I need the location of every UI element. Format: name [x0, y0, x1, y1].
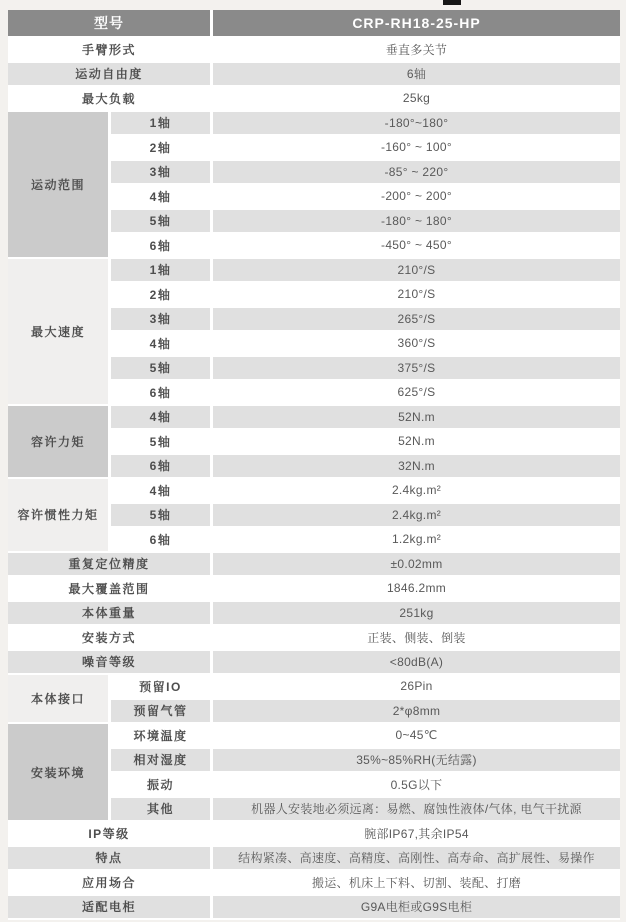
axis-cell: 6轴: [111, 528, 213, 553]
table-row: [8, 63, 620, 88]
robot-spec-table: [8, 10, 620, 920]
spec-value-cell: 2.4kg.m²: [213, 504, 620, 529]
spec-value-cell: -200° ~ 200°: [213, 185, 620, 210]
table-row: [8, 847, 620, 872]
axis-cell: 1轴: [111, 112, 213, 137]
spec-value-cell: -160° ~ 100°: [213, 136, 620, 161]
spec-value-cell: 1.2kg.m²: [213, 528, 620, 553]
spec-value-cell: 210°/S: [213, 259, 620, 284]
table-row: [8, 871, 620, 896]
spec-value-cell: 腕部IP67,其余IP54: [213, 822, 620, 847]
axis-cell: 6轴: [111, 381, 213, 406]
table-row: [8, 38, 620, 63]
axis-cell: 2轴: [111, 283, 213, 308]
spec-value-cell: 210°/S: [213, 283, 620, 308]
spec-value-cell: <80dB(A): [213, 651, 620, 676]
sub-label-cell: 预留IO: [111, 675, 213, 700]
group-label-cell: 容许惯性力矩: [8, 479, 111, 553]
table-row: [8, 724, 620, 749]
spec-label-cell: 适配电柜: [8, 896, 213, 921]
sub-label-cell: 预留气管: [111, 700, 213, 725]
spec-label-cell: IP等级: [8, 822, 213, 847]
axis-cell: 5轴: [111, 210, 213, 235]
spec-value-cell: -180° ~ 180°: [213, 210, 620, 235]
spec-value-cell: 垂直多关节: [213, 38, 620, 63]
model-label-cell: 型号: [8, 10, 213, 38]
group-label-cell: 容许力矩: [8, 406, 111, 480]
spec-value-cell: 结构紧凑、高速度、高精度、高刚性、高寿命、高扩展性、易操作: [213, 847, 620, 872]
group-label-cell: 运动范围: [8, 112, 111, 259]
spec-value-cell: 52N.m: [213, 430, 620, 455]
axis-cell: 5轴: [111, 430, 213, 455]
spec-value-cell: 35%~85%RH(无结露): [213, 749, 620, 774]
axis-cell: 5轴: [111, 504, 213, 529]
group-label-cell: 最大速度: [8, 259, 111, 406]
spec-value-cell: 251kg: [213, 602, 620, 627]
table-row: [8, 822, 620, 847]
table-header-row: [8, 10, 620, 38]
spec-value-cell: -450° ~ 450°: [213, 234, 620, 259]
spec-value-cell: 375°/S: [213, 357, 620, 382]
sub-label-cell: 环境温度: [111, 724, 213, 749]
axis-cell: 5轴: [111, 357, 213, 382]
spec-value-cell: 机器人安装地必须远离：易燃、腐蚀性液体/气体, 电气干扰源: [213, 798, 620, 823]
spec-value-cell: 搬运、机床上下料、切割、装配、打磨: [213, 871, 620, 896]
sub-label-cell: 其他: [111, 798, 213, 823]
axis-cell: 4轴: [111, 185, 213, 210]
table-row: [8, 602, 620, 627]
spec-value-cell: 360°/S: [213, 332, 620, 357]
sub-label-cell: 振动: [111, 773, 213, 798]
spec-value-cell: 32N.m: [213, 455, 620, 480]
spec-value-cell: 2*φ8mm: [213, 700, 620, 725]
table-row: [8, 406, 620, 431]
spec-label-cell: 最大覆盖范围: [8, 577, 213, 602]
table-row: [8, 553, 620, 578]
spec-value-cell: 25kg: [213, 87, 620, 112]
spec-label-cell: 运动自由度: [8, 63, 213, 88]
spec-label-cell: 噪音等级: [8, 651, 213, 676]
top-black-mark: [443, 0, 461, 5]
group-label-cell: 安装环境: [8, 724, 111, 822]
spec-value-cell: 1846.2mm: [213, 577, 620, 602]
spec-value-cell: -85° ~ 220°: [213, 161, 620, 186]
spec-value-cell: 26Pin: [213, 675, 620, 700]
table-row: [8, 259, 620, 284]
axis-cell: 4轴: [111, 332, 213, 357]
spec-value-cell: 0~45℃: [213, 724, 620, 749]
spec-value-cell: G9A电柜或G9S电柜: [213, 896, 620, 921]
model-value-cell: CRP-RH18-25-HP: [213, 10, 620, 38]
group-label-cell: 本体接口: [8, 675, 111, 724]
table-row: [8, 479, 620, 504]
spec-value-cell: 2.4kg.m²: [213, 479, 620, 504]
axis-cell: 3轴: [111, 161, 213, 186]
spec-label-cell: 重复定位精度: [8, 553, 213, 578]
spec-label-cell: 手臂形式: [8, 38, 213, 63]
spec-label-cell: 最大负载: [8, 87, 213, 112]
spec-value-cell: 0.5G以下: [213, 773, 620, 798]
spec-label-cell: 特点: [8, 847, 213, 872]
axis-cell: 4轴: [111, 406, 213, 431]
table-row: [8, 112, 620, 137]
table-row: [8, 896, 620, 921]
axis-cell: 4轴: [111, 479, 213, 504]
table-row: [8, 675, 620, 700]
spec-value-cell: 52N.m: [213, 406, 620, 431]
sub-label-cell: 相对湿度: [111, 749, 213, 774]
spec-value-cell: 265°/S: [213, 308, 620, 333]
axis-cell: 6轴: [111, 234, 213, 259]
spec-value-cell: 正装、侧装、倒装: [213, 626, 620, 651]
spec-value-cell: 625°/S: [213, 381, 620, 406]
spec-label-cell: 应用场合: [8, 871, 213, 896]
table-row: [8, 87, 620, 112]
spec-value-cell: 6轴: [213, 63, 620, 88]
spec-label-cell: 本体重量: [8, 602, 213, 627]
axis-cell: 3轴: [111, 308, 213, 333]
table-row: [8, 626, 620, 651]
axis-cell: 2轴: [111, 136, 213, 161]
spec-label-cell: 安装方式: [8, 626, 213, 651]
table-row: [8, 651, 620, 676]
axis-cell: 6轴: [111, 455, 213, 480]
table-row: [8, 577, 620, 602]
spec-value-cell: ±0.02mm: [213, 553, 620, 578]
axis-cell: 1轴: [111, 259, 213, 284]
spec-value-cell: -180°~180°: [213, 112, 620, 137]
